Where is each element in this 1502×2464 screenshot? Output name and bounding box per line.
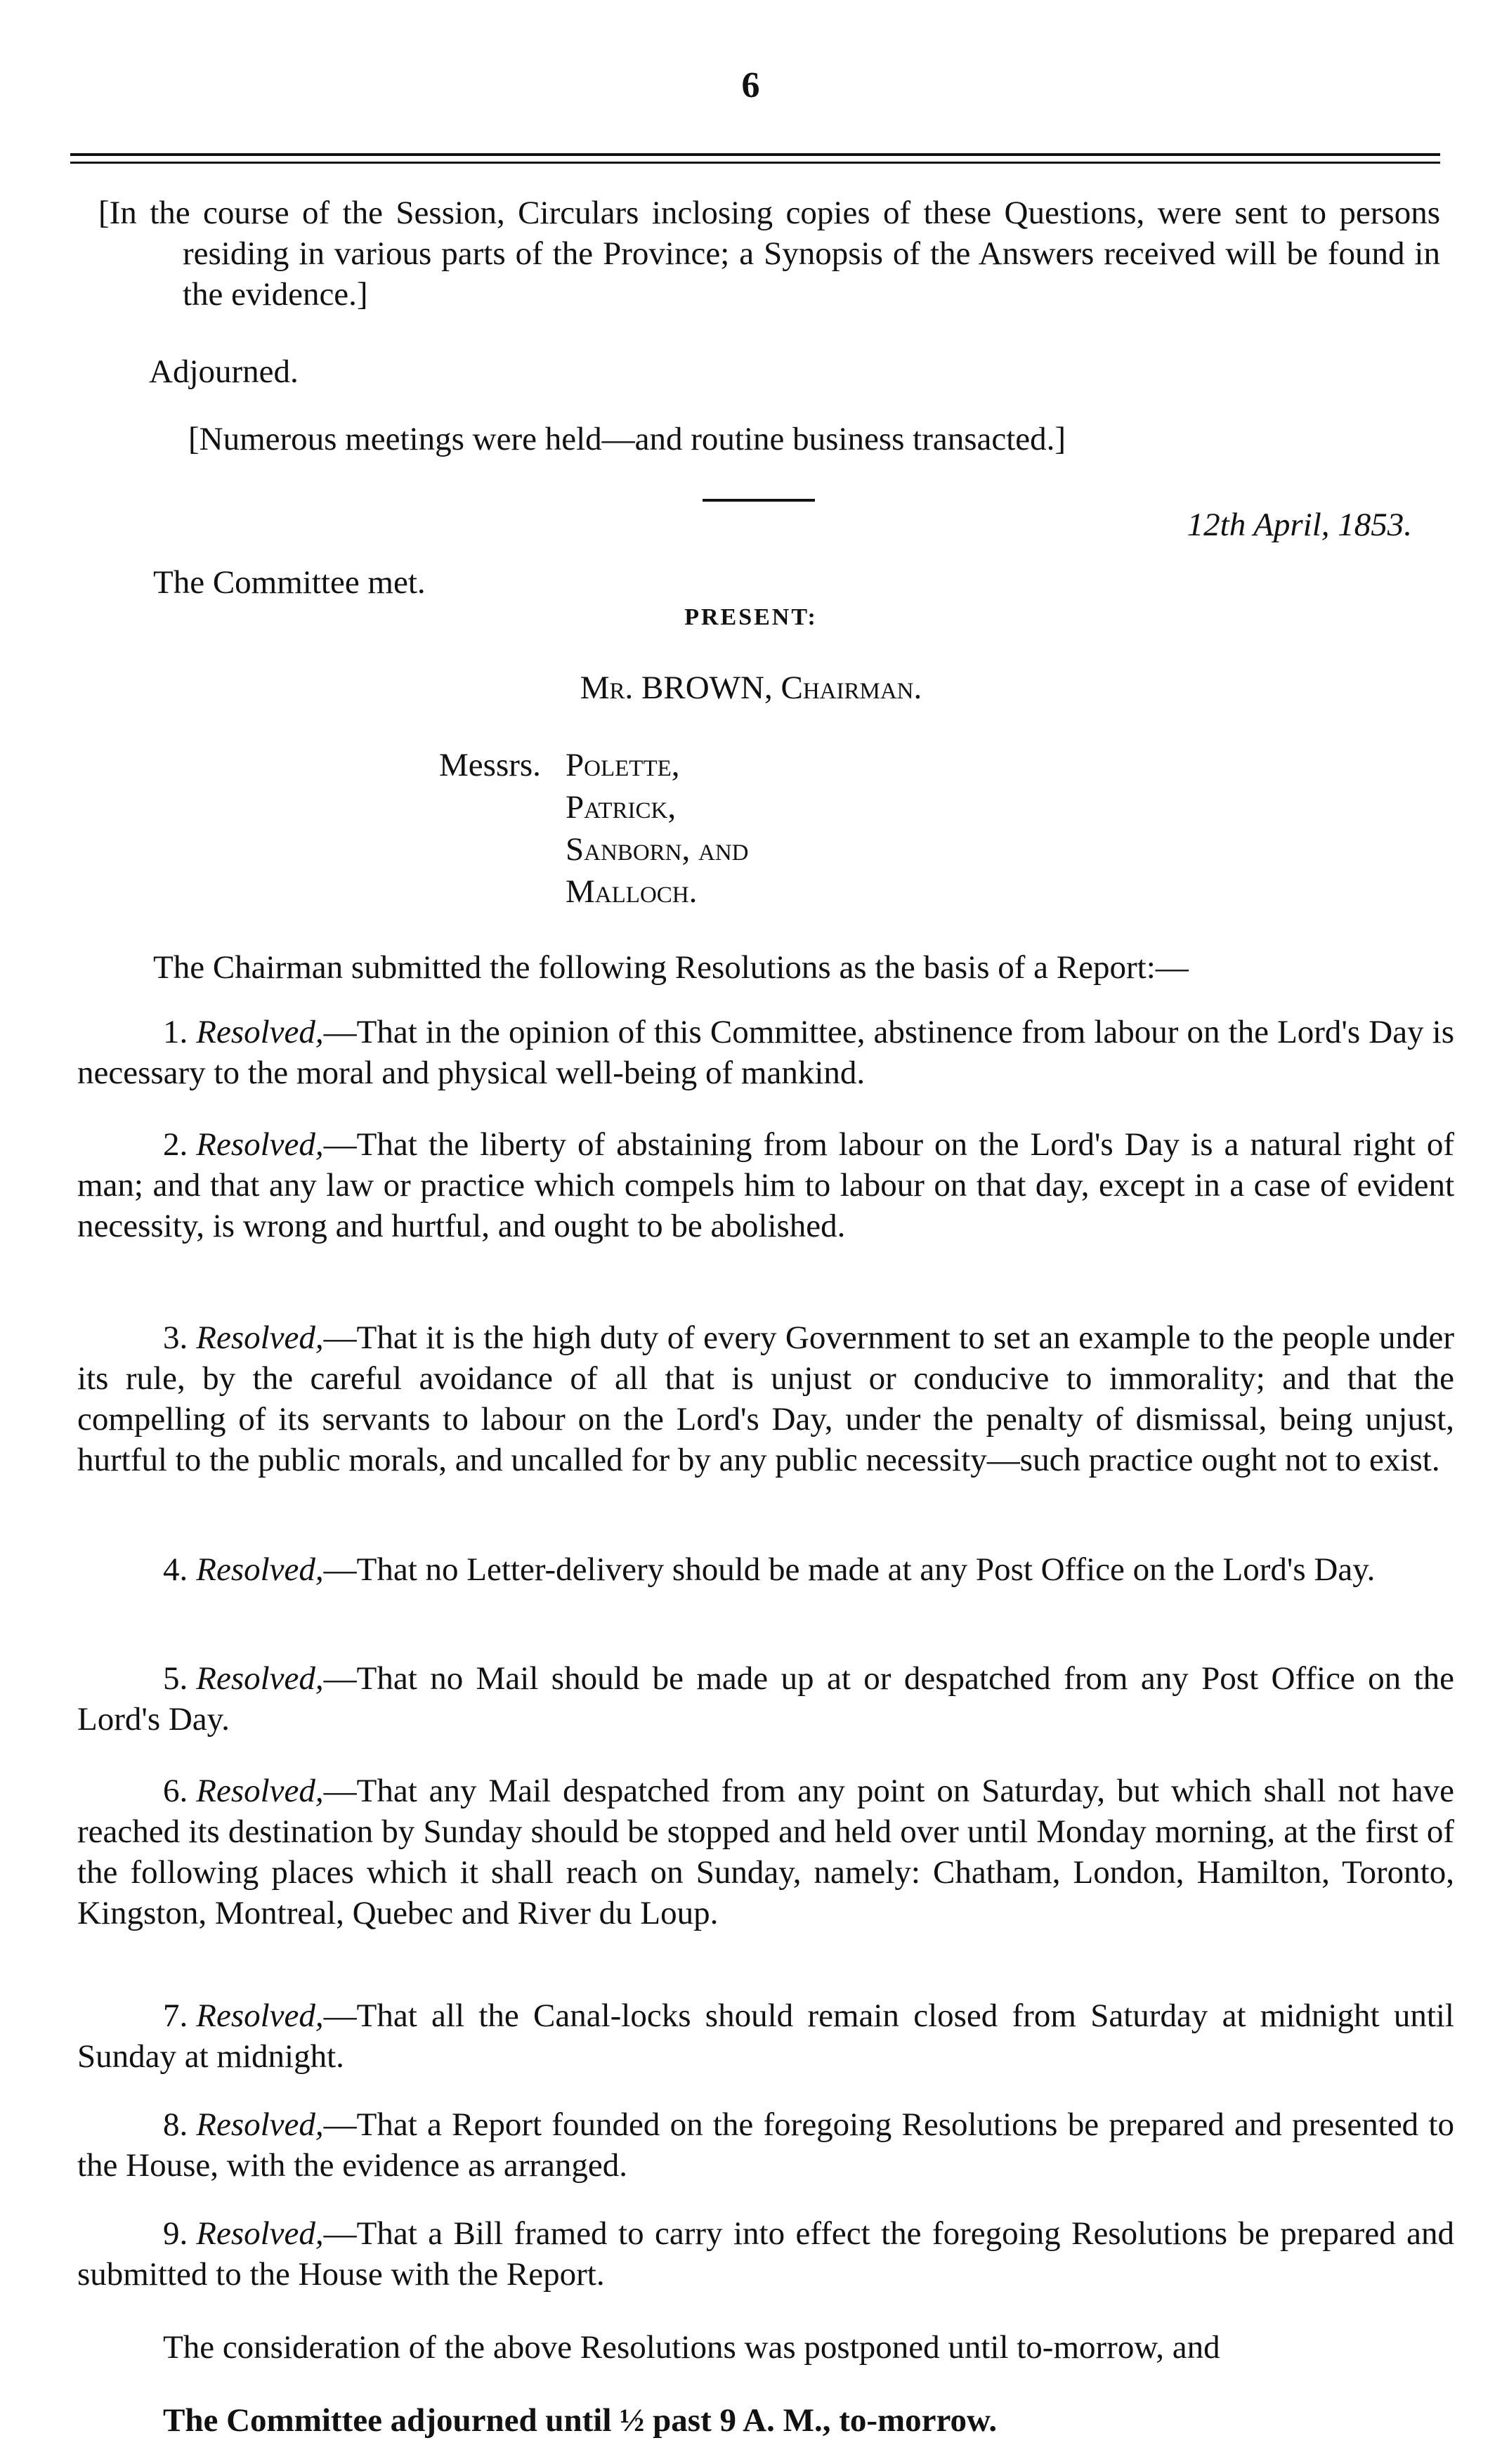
resolution-paragraph <box>77 2213 1454 2295</box>
resolution-text: —That any Mail despatched from any point on Saturday, but which shall not have reached its destination by Sunday should be stopped and held over until Monday morning, at the first of the following places which it shall reach on Sunday, namely: Chatham, London, Hamilton, Toronto, Kingston, Montreal, Quebec and River du Loup. <box>77 1773 1454 1931</box>
resolution-number: 6. <box>163 1773 188 1809</box>
meetings-note: [Numerous meetings were held—and routine business transacted.] <box>188 421 1066 457</box>
postponed-line: The consideration of the above Resolutions was postponed until to-morrow, and <box>163 2329 1220 2366</box>
resolution-text: —That no Letter-delivery should be made at any Post Office on the Lord's Day. <box>323 1551 1376 1588</box>
header-rule-top <box>70 153 1440 156</box>
resolution-paragraph <box>77 1771 1454 1934</box>
resolved-label: Resolved, <box>196 2215 324 2252</box>
resolved-label: Resolved, <box>196 1773 324 1809</box>
resolution-number: 7. <box>163 1997 188 2034</box>
resolution-text: —That the liberty of abstaining from labour on the Lord's Day is a natural right of man; and that any law or practice which compels him to labour on that day, except in a case of evident necessity, is wrong and hurtful, and ought to be abolished. <box>77 1126 1454 1244</box>
resolved-label: Resolved, <box>196 1997 324 2034</box>
present-heading: PRESENT: <box>684 604 818 630</box>
resolved-label: Resolved, <box>196 1660 324 1697</box>
section-divider <box>703 499 815 502</box>
circular-note: [In the course of the Session, Circulars inclosing copies of these Questions, were sent to persons residing in various parts of the Province; a Synopsis of the Answers received will be found in the evidence.] <box>98 195 1440 313</box>
resolved-label: Resolved, <box>196 1126 324 1163</box>
messrs-label: Messrs. <box>439 747 541 783</box>
resolution-number: 8. <box>163 2106 188 2143</box>
resolution-number: 2. <box>163 1126 188 1163</box>
member-name: Malloch. <box>566 873 698 910</box>
committee-met: The Committee met. <box>153 564 426 601</box>
member-name: Patrick, <box>566 789 677 826</box>
resolution-paragraph <box>77 1658 1454 1740</box>
resolution-number: 1. <box>163 1014 188 1050</box>
resolution-paragraph <box>77 1549 1454 1590</box>
resolution-text: —That it is the high duty of every Government to set an example to the people under its rule, by the careful avoidance of all that is unjust or conducive to immorality; and that the compelling of its servants to labour on the Lord's Day, under the penalty of dismissal, being unjust, hurtful to the public morals, and uncalled for by any public necessity—such practice ought not to exist. <box>77 1319 1454 1478</box>
resolution-number: 5. <box>163 1660 188 1697</box>
resolution-paragraph <box>77 1317 1454 1480</box>
resolution-text: —That no Mail should be made up at or despatched from any Post Office on the Lord's Day. <box>77 1660 1454 1738</box>
resolved-label: Resolved, <box>196 1319 324 1356</box>
meeting-date: 12th April, 1853. <box>1187 507 1412 543</box>
chairman-line: Mr. BROWN, Chairman. <box>580 670 922 706</box>
page-number: 6 <box>741 65 761 105</box>
resolved-label: Resolved, <box>196 1551 324 1588</box>
resolution-text: —That a Bill framed to carry into effect the foregoing Resolutions be prepared and submitted to the House with the Report. <box>77 2215 1454 2293</box>
resolution-text: —That all the Canal-locks should remain closed from Saturday at midnight until Sunday at midnight. <box>77 1997 1454 2075</box>
resolution-paragraph <box>77 1124 1454 1246</box>
resolution-number: 3. <box>163 1319 188 1356</box>
resolution-number: 9. <box>163 2215 188 2252</box>
resolution-text: —That in the opinion of this Committee, abstinence from labour on the Lord's Day is necessary to the moral and physical well-being of mankind. <box>77 1014 1454 1091</box>
resolutions-intro: The Chairman submitted the following Resolutions as the basis of a Report:— <box>153 949 1189 986</box>
resolved-label: Resolved, <box>196 2106 324 2143</box>
member-name: Polette, <box>566 747 680 783</box>
resolution-paragraph <box>77 1995 1454 2077</box>
adjourned-line: Adjourned. <box>149 353 299 390</box>
resolution-text: —That a Report founded on the foregoing Resolutions be prepared and presented to the House, with the evidence as arranged. <box>77 2106 1454 2184</box>
resolved-label: Resolved, <box>196 1014 324 1050</box>
header-rule-bottom <box>70 162 1440 164</box>
final-adjournment: The Committee adjourned until ½ past 9 A. M., to-morrow. <box>163 2402 998 2439</box>
resolution-number: 4. <box>163 1551 188 1588</box>
resolution-paragraph <box>77 2104 1454 2186</box>
resolution-paragraph <box>77 1012 1454 1093</box>
member-name: Sanborn, and <box>566 831 749 868</box>
